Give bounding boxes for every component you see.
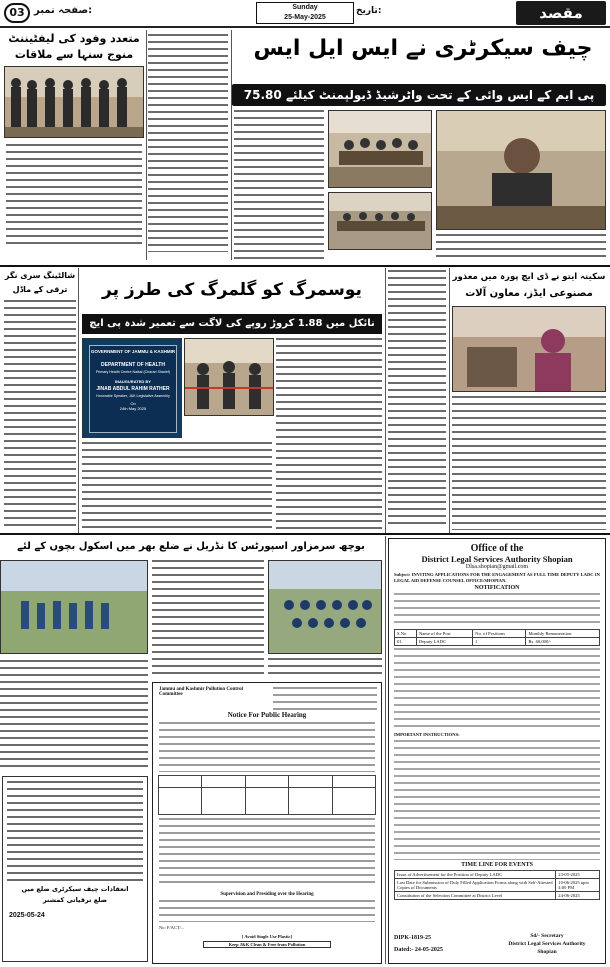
rule: [78, 268, 79, 533]
left-mid-article: [4, 300, 76, 528]
right-mid-article: [452, 396, 606, 530]
dlsa-dated: Dated:- 24-05-2025: [394, 947, 443, 953]
date-text: 25-May-2025: [284, 14, 326, 21]
th-sno: S.No: [395, 630, 417, 638]
date-box: [256, 2, 354, 24]
plaque-line-7: On: [130, 401, 136, 406]
td-post: Deputy LADC: [416, 638, 472, 646]
pcb-title: Notice For Public Hearing: [227, 711, 307, 719]
timeline-date: 23-05-2025: [556, 870, 600, 878]
plaque-line-6: Honorable Speaker, J&K Legislative Assembly: [96, 394, 170, 398]
th-post: Name of the Post: [416, 630, 472, 638]
dlsa-title-2: District Legal Services Authority Shopian: [421, 554, 573, 564]
lead-article-col-d: [234, 190, 324, 260]
timeline-event: Issue of Advertisement for the Position of Deputy LADC: [395, 870, 556, 878]
dlsa-notification: NOTIFICATION: [474, 585, 520, 592]
rule: [385, 268, 386, 533]
td-sno: 01.: [395, 638, 417, 646]
rule: [0, 533, 610, 535]
dlsa-signatory-3: Shopian: [537, 949, 557, 955]
rule: [449, 268, 450, 533]
meeting-hall-photo: [328, 192, 432, 250]
phc-inauguration-plaque-photo: [82, 338, 182, 438]
ad-date: 2025-05-24: [9, 912, 45, 919]
middle-article-a: [276, 338, 382, 530]
bottom-band-headline: بوچھ سرمزاور اسپورٹس کا نڈریل نے ضلع بھر میں اسکول بچوں کے لئے: [17, 541, 365, 552]
dlsa-timeline-title: TIME LINE FOR EVENTS: [461, 861, 533, 868]
date-label: تاریخ:: [356, 6, 382, 16]
col2-article: [148, 34, 228, 252]
chief-secretary-meeting-photo: [328, 110, 432, 188]
plaque-line-2: DEPARTMENT OF HEALTH: [101, 362, 165, 368]
plaque-line-5: JINAB ABDUL RAHIM RATHER: [96, 386, 170, 392]
ad-line-2: ضلع ترقیاتی کمشنر: [42, 896, 108, 904]
aids-distribution-photo: [452, 306, 606, 392]
middle-headline: یوسمرگ کو گلمرگ کی طرز پر: [102, 280, 362, 300]
rule: [146, 30, 147, 260]
timeline-event: Last Date for Submission of Duly Filled Application Forms along with Self-Attested Copies of Documents: [395, 878, 556, 891]
timeline-date: 10-06-2025 upto 4:00 PM: [556, 878, 600, 891]
sports-event-photo: [0, 560, 148, 654]
plaque-line-1: GOVERNMENT OF JAMMU & KASHMIR: [90, 349, 176, 354]
rule: [231, 30, 232, 260]
td-remuneration: Rs. 60,000/-: [526, 638, 600, 646]
pcb-footer-2: Keep J&K Clean & Free from Pollution: [203, 941, 331, 948]
timeline-date: 24-06-2025: [556, 891, 600, 899]
school-children-photo: [268, 560, 382, 654]
plaque-line-4: INAUGURATED BY: [115, 379, 151, 384]
dlsa-timeline-table: [394, 870, 600, 900]
left-mid-headline-2: ترقی کے ماڈل: [12, 285, 68, 294]
narrow-article-col: [388, 270, 446, 528]
chief-secretary-photo: [436, 110, 606, 230]
dlsa-title-1: Office of the: [470, 543, 524, 554]
rule: [385, 536, 386, 964]
left-mid-headline-1: شالٹینگ سری نگر: [4, 271, 76, 280]
left-bottom-ad: [2, 776, 148, 962]
middle-article-c: [184, 420, 274, 440]
dlsa-signatory-1: Sd/- Secretary: [530, 933, 564, 939]
th-positions: No. of Positions: [473, 630, 526, 638]
right-mid-headline-2: مصنوعی ایڈز، معاون آلات: [465, 288, 593, 299]
pollution-public-hearing-notice: [152, 682, 382, 964]
dlsa-post-table: [394, 629, 600, 646]
plaque-line-8: 24th May 2025: [119, 406, 147, 411]
ribbon-cutting-photo: [184, 338, 274, 416]
rule: [0, 265, 610, 267]
dlsa-instructions-heading: IMPORTANT INSTRUCTIONS:: [394, 732, 460, 738]
lead-subheadline: پی ایم کے ایس وائی کے تحت واٹرشیڈ ڈیولپمنٹ کیلئے 75.80: [232, 84, 606, 106]
pcb-note: No: F/ACT/...: [159, 925, 185, 930]
sports-article-a: [152, 560, 264, 678]
right-mid-headline-1: سکینہ ایتو نے ڈی ایچ پورہ میں معذور: [452, 272, 606, 282]
pcb-org: Jammu and Kashmir Pollution Control Committee: [159, 687, 243, 697]
pcb-footer-1: [ Avoid Single Use Plastic]: [242, 934, 292, 939]
page-number-label: صفحہ نمبر:: [34, 5, 93, 16]
sports-article-b: [268, 658, 382, 678]
page-number: 03: [4, 3, 30, 23]
left-bottom-article: [0, 660, 148, 770]
ad-line-1: انعقادات چیف سیکرٹری ضلع میں: [21, 885, 129, 893]
lead-article-col-c: [436, 234, 606, 262]
timeline-event: Constitution of the Selection Committee at District Level: [395, 891, 556, 899]
plaque-line-3: Primary Health Centre Naikal (Charari Sharief): [95, 370, 171, 374]
top-left-article: [6, 144, 142, 244]
governor-meeting-photo: [4, 66, 144, 138]
dlsa-ref-no: DIPK-1819-25: [394, 935, 431, 941]
pcb-section-title: Supervision and Presiding over the Hearing: [220, 892, 314, 897]
dlsa-shopian-notice: [388, 538, 606, 964]
td-positions: 1: [473, 638, 526, 646]
top-left-headline-1: متعدد وفود کی لیفٹیننٹ: [8, 32, 140, 45]
top-left-headline-2: منوج سنہا سے ملاقات: [14, 48, 134, 61]
lead-headline: چیف سیکرٹری نے ایس ایل ایس: [253, 36, 593, 61]
day-text: Sunday: [292, 4, 318, 11]
th-remuneration: Monthly Remuneration: [526, 630, 600, 638]
middle-subheadline: نائکل میں 1.88 کروڑ روپے کی لاگت سے تعمیر شدہ پی ایچ: [82, 314, 382, 334]
masthead-logo: مقصد: [516, 1, 606, 25]
middle-article-b: [82, 442, 272, 530]
dlsa-subject: Subject: INVITING APPLICATIONS FOR THE ENGAGEMENT AS FULL TIME DEPUTY LADC IN LEGAL AID DEFENSE COUNSEL OFFICE/SHOPIAN.: [394, 572, 600, 583]
pcb-hearing-table: [158, 775, 376, 815]
dlsa-signatory-2: District Legal Services Authority: [508, 941, 586, 947]
page-header: [0, 0, 610, 28]
dlsa-email: Dlsa.shopian@gmail.com: [465, 564, 529, 570]
